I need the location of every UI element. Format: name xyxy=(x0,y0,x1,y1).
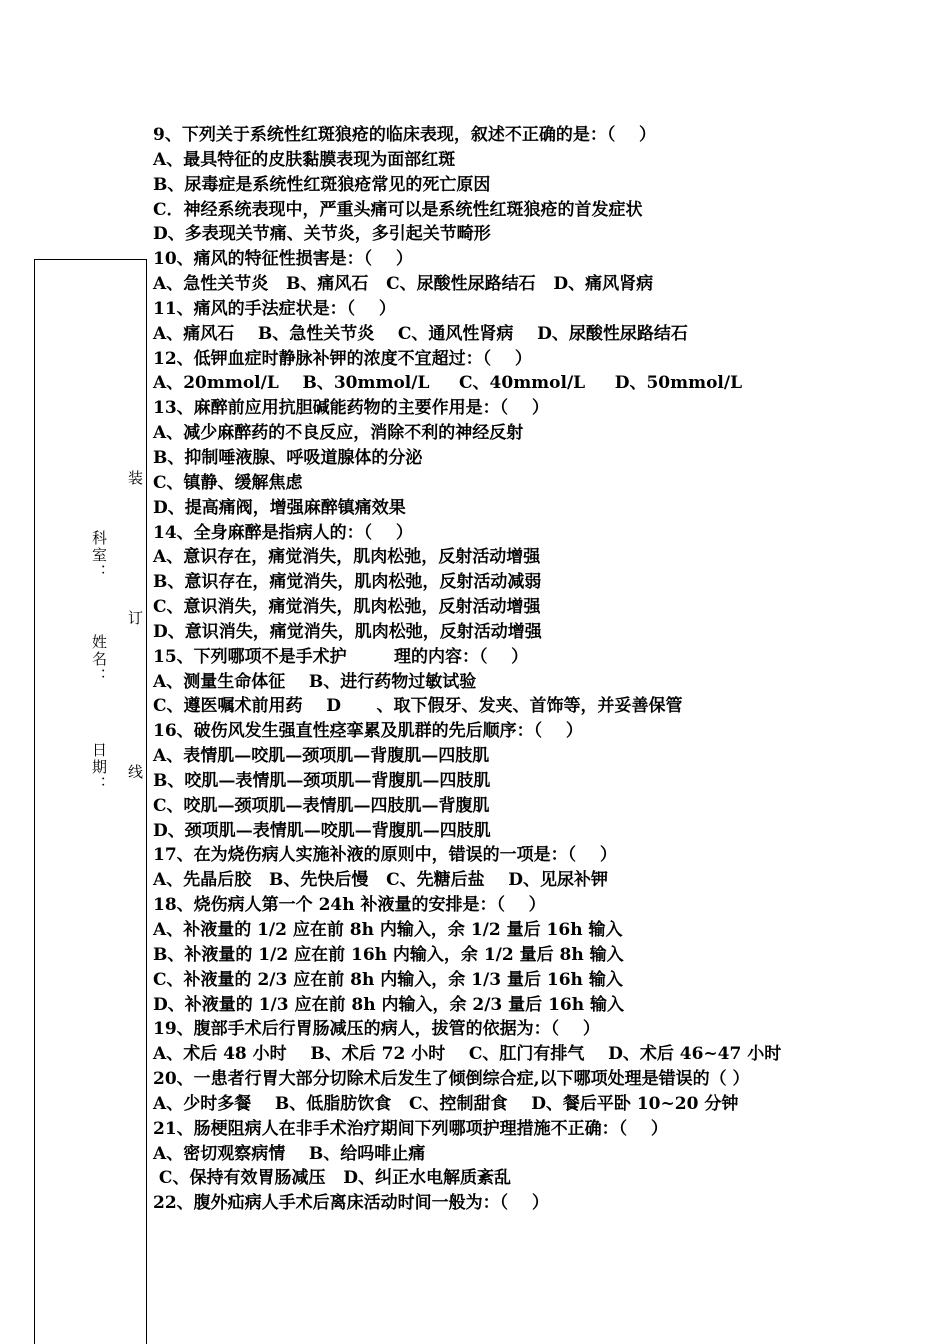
question-11: 11、痛风的手法症状是：（ ） xyxy=(153,298,396,319)
option-line: A、20mmol/L B、30mmol/L C、40mmol/L D、50mmol/L xyxy=(153,373,743,394)
option-line: A、少时多餐 B、低脂肪饮食 C、控制甜食 D、餐后平卧 10~20 分钟 xyxy=(153,1093,739,1114)
question-13: 13、麻醉前应用抗胆碱能药物的主要作用是：（ ） xyxy=(153,398,549,419)
option-line: D、意识消失，痛觉消失，肌肉松弛，反射活动增强 xyxy=(153,621,542,642)
option-line: A、减少麻醉药的不良反应，消除不利的神经反射 xyxy=(153,423,524,444)
option-line: B、尿毒症是系统性红斑狼疮常见的死亡原因 xyxy=(153,174,491,195)
option-line: B、意识存在，痛觉消失，肌肉松弛，反射活动减弱 xyxy=(153,572,542,593)
option-line: A、痛风石 B、急性关节炎 C、通风性肾病 D、尿酸性尿路结石 xyxy=(153,323,688,344)
option-line: A、测量生命体征 B、进行药物过敏试验 xyxy=(153,671,477,692)
option-line: B、补液量的 1/2 应在前 16h 内输入，余 1/2 量后 8h 输入 xyxy=(153,944,624,965)
option-line: A、最具特征的皮肤黏膜表现为面部红斑 xyxy=(153,149,456,170)
question-9: 9、下列关于系统性红斑狼疮的临床表现，叙述不正确的是：（ ） xyxy=(153,125,657,145)
option-line: C．神经系统表现中，严重头痛可以是系统性红斑狼疮的首发症状 xyxy=(153,199,643,220)
question-17: 17、在为烧伤病人实施补液的原则中，错误的一项是：（ ） xyxy=(153,845,617,866)
option-line: C、意识消失，痛觉消失，肌肉松弛，反射活动增强 xyxy=(153,597,541,618)
option-line: D、颈项肌—表情肌—咬肌—背腹肌—四肢肌 xyxy=(153,820,491,841)
question-10: 10、痛风的特征性损害是：（ ） xyxy=(153,249,413,270)
option-line: C、遵医嘱术前用药 D 、取下假牙、发夹、首饰等，并妥善保管 xyxy=(153,696,683,717)
option-line: A、补液量的 1/2 应在前 8h 内输入，余 1/2 量后 16h 输入 xyxy=(153,920,623,940)
binding-margin xyxy=(34,259,147,1344)
question-16: 16、破伤风发生强直性痉挛累及肌群的先后顺序：（ ） xyxy=(153,721,583,742)
option-line: C、咬肌—颈项肌—表情肌—四肢肌—背腹肌 xyxy=(153,795,490,816)
option-line: B、咬肌—表情肌—颈项肌—背腹肌—四肢肌 xyxy=(153,770,491,791)
option-line: C、补液量的 2/3 应在前 8h 内输入，余 1/3 量后 16h 输入 xyxy=(153,969,623,990)
question-text xyxy=(153,123,933,1216)
question-15: 15、下列哪项不是手术护 理的内容：（ ） xyxy=(153,646,529,667)
question-22: 22、腹外疝病人手术后离床活动时间一般为：（ ） xyxy=(153,1193,549,1214)
option-line: A、密切观察病情 B、给吗啡止痛 xyxy=(153,1143,426,1164)
option-line: A、急性关节炎 B、痛风石 C、尿酸性尿路结石 D、痛风肾病 xyxy=(153,274,654,295)
question-21: 21、肠梗阻病人在非手术治疗期间下列哪项护理措施不正确：（ ） xyxy=(153,1118,668,1139)
option-line: A、意识存在，痛觉消失，肌肉松弛，反射活动增强 xyxy=(153,547,541,568)
question-12: 12、低钾血症时静脉补钾的浓度不宜超过：（ ） xyxy=(153,348,532,369)
date-field: 日期： xyxy=(90,742,108,793)
option-line: C、镇静、缓解焦虑 xyxy=(153,472,303,493)
option-line: A、术后 48 小时 B、术后 72 小时 C、肛门有排气 D、术后 46~47 小时 xyxy=(153,1044,782,1065)
question-19: 19、腹部手术后行胃肠减压的病人，拔管的依据为：（ ） xyxy=(153,1019,600,1040)
option-line: D、多表现关节痛、关节炎，多引起关节畸形 xyxy=(153,224,491,245)
option-line: C、保持有效胃肠减压 D、纠正水电解质紊乱 xyxy=(153,1168,511,1189)
option-line: A、先晶后胶 B、先快后慢 C、先糖后盐 D、见尿补钾 xyxy=(153,870,609,891)
name-field: 姓名： xyxy=(90,634,108,685)
binding-char-zhuang: 装 xyxy=(126,470,144,487)
binding-char-xian: 线 xyxy=(126,764,144,781)
option-line: B、抑制唾液腺、呼吸道腺体的分泌 xyxy=(153,447,423,468)
question-18: 18、烧伤病人第一个 24h 补液量的安排是：（ ） xyxy=(153,895,546,916)
option-line: D、提高痛阀，增强麻醉镇痛效果 xyxy=(153,497,406,518)
question-14: 14、全身麻醉是指病人的：（ ） xyxy=(153,522,413,543)
option-line: D、补液量的 1/3 应在前 8h 内输入，余 2/3 量后 16h 输入 xyxy=(153,994,625,1015)
question-20: 20、一患者行胃大部分切除术后发生了倾倒综合症,以下哪项处理是错误的（ ） xyxy=(153,1069,750,1090)
option-line: A、表情肌—咬肌—颈项肌—背腹肌—四肢肌 xyxy=(153,746,490,767)
binding-char-ding: 订 xyxy=(126,610,144,627)
department-field: 科室： xyxy=(90,530,108,581)
